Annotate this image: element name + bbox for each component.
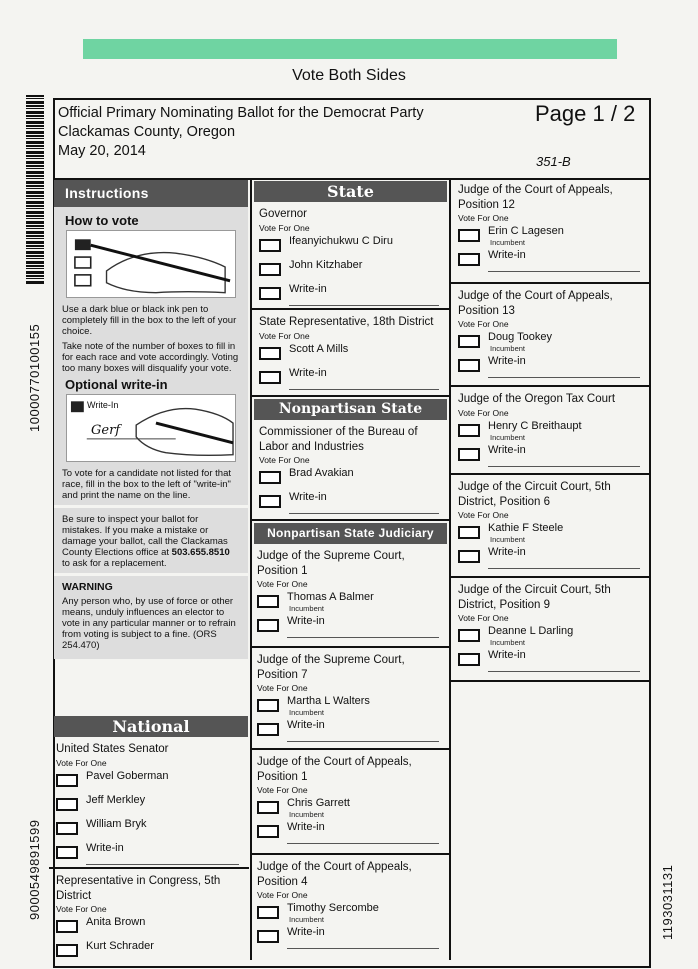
vote-for-label: Vote For One <box>257 785 308 795</box>
write-in-line[interactable] <box>488 466 640 467</box>
incumbent-label: Incumbent <box>289 708 325 717</box>
vote-box[interactable] <box>257 619 279 632</box>
instructions-bar: Instructions <box>54 180 248 207</box>
vote-for-label: Vote For One <box>259 330 310 341</box>
candidate-name: John Kitzhaber <box>289 258 363 271</box>
write-in-line[interactable] <box>86 864 239 865</box>
candidate-name: Martha L Walters <box>287 695 370 707</box>
how-to-vote-heading: How to vote <box>65 213 139 228</box>
race-title: Commissioner of the Bureau of Labor and Industries <box>259 426 418 453</box>
write-in-option[interactable] <box>458 546 644 570</box>
write-in-line[interactable] <box>287 843 439 844</box>
race-court-of-appeals-1 <box>250 750 449 855</box>
section-nonpartisan-state: Nonpartisan State <box>254 399 447 420</box>
candidate-name: Jeff Merkley <box>86 793 146 806</box>
candidate-name: Henry C Breithaupt <box>488 419 582 432</box>
vote-box[interactable] <box>458 550 480 563</box>
candidate-option[interactable] <box>259 343 443 367</box>
how-to-vote-box <box>54 207 248 505</box>
write-in-line[interactable] <box>287 948 439 949</box>
candidate-option[interactable] <box>257 797 443 821</box>
incumbent-label: Incumbent <box>490 344 526 353</box>
vote-for-label: Vote For One <box>458 213 509 223</box>
candidate-name: Chris Garrett <box>287 797 350 809</box>
incumbent-label: Incumbent <box>490 638 526 647</box>
candidate-name: Erin C Lagesen <box>488 225 564 237</box>
race-circuit-court-6 <box>451 475 650 578</box>
write-in-label: Write-in <box>488 355 526 367</box>
vote-for-label: Vote For One <box>257 579 308 589</box>
race-title: State Representative, 18th District <box>259 316 434 328</box>
candidate-name: Kathie F Steele <box>488 522 564 534</box>
race-court-of-appeals-12 <box>451 178 650 284</box>
race-us-senator <box>49 737 249 869</box>
vote-for-label: Vote For One <box>257 683 308 693</box>
race-state-representative <box>252 310 449 397</box>
ballot-county: Clackamas County, Oregon <box>58 124 236 140</box>
candidate-option[interactable] <box>259 259 443 283</box>
write-in-label: Write-in <box>488 649 526 661</box>
candidate-option[interactable] <box>458 420 644 444</box>
write-in-sample-label: Write-In <box>87 400 119 410</box>
ballot-barcode <box>26 95 44 285</box>
write-in-option[interactable] <box>257 719 443 743</box>
vote-box[interactable] <box>259 263 281 276</box>
candidate-option[interactable] <box>458 225 644 249</box>
candidate-option[interactable] <box>56 770 243 794</box>
vote-box[interactable] <box>257 930 279 943</box>
write-in-text: To vote for a candidate not listed for that race, fill in the box to the left of "write-in" and print the name on the line. <box>62 468 231 501</box>
inspect-box <box>54 508 248 573</box>
candidate-name: Brad Avakian <box>289 467 354 479</box>
vote-for-label: Vote For One <box>458 407 509 418</box>
candidate-name: Timothy Sercombe <box>287 902 379 914</box>
write-in-option[interactable] <box>259 283 443 307</box>
write-in-label: Write-in <box>488 443 526 456</box>
write-in-option[interactable] <box>458 355 644 379</box>
vote-box[interactable] <box>56 798 78 811</box>
candidate-name: Ifeanyichukwu C Diru <box>289 234 393 247</box>
write-in-sample-name: Gerf <box>91 423 121 438</box>
vote-box[interactable] <box>458 253 480 266</box>
candidate-option[interactable] <box>56 818 243 842</box>
vote-box[interactable] <box>458 424 480 437</box>
candidate-name: Thomas A Balmer <box>287 591 374 603</box>
inspect-text-a: Be sure to inspect your ballot for mistakes. If you make a mistake or damage your ballot, call the Clackamas County Elections office at <box>62 514 228 558</box>
race-title: Representative in Congress, 5th District <box>56 875 221 902</box>
write-in-option[interactable] <box>458 649 644 673</box>
candidate-option[interactable] <box>56 940 243 964</box>
vote-box[interactable] <box>56 774 78 787</box>
incumbent-label: Incumbent <box>490 535 526 544</box>
race-title: Judge of the Circuit Court, 5th District, Position 9 <box>458 584 611 611</box>
vote-box[interactable] <box>56 846 78 859</box>
race-us-representative <box>49 869 249 969</box>
write-in-line[interactable] <box>289 513 439 514</box>
elections-phone: 503.655.8510 <box>171 547 230 558</box>
write-in-line[interactable] <box>287 637 439 638</box>
ballot-style: 351-B <box>536 154 571 169</box>
race-labor-commissioner <box>252 420 449 521</box>
vote-box[interactable] <box>458 629 480 642</box>
write-in-label: Write-in <box>289 366 327 379</box>
candidate-option[interactable] <box>458 625 644 649</box>
hand-pen-icon <box>67 231 235 297</box>
race-title: Judge of the Supreme Court, Position 7 <box>257 654 405 681</box>
write-in-label: Write-in <box>287 926 325 938</box>
warning-text: Any person who, by use of force or other means, unduly influences an elector to vote in any particular manner or to refrain from voting is subject to a fine. (ORS 254.470) <box>62 596 236 651</box>
write-in-heading: Optional write-in <box>65 377 168 392</box>
write-in-option[interactable] <box>259 491 443 515</box>
write-in-line[interactable] <box>488 271 640 272</box>
vote-box[interactable] <box>458 335 480 348</box>
vote-box[interactable] <box>259 239 281 252</box>
candidate-option[interactable] <box>56 794 243 818</box>
page-indicator: Page 1 / 2 <box>535 101 636 126</box>
race-supreme-court-7 <box>250 648 449 750</box>
candidate-name: Doug Tookey <box>488 331 553 343</box>
candidate-option[interactable] <box>257 695 443 719</box>
write-in-line[interactable] <box>488 377 640 378</box>
write-in-option[interactable] <box>257 926 443 950</box>
race-title: Judge of the Circuit Court, 5th District, Position 6 <box>458 481 611 508</box>
write-in-label: Write-in <box>287 615 325 627</box>
write-in-label: Write-in <box>289 491 327 503</box>
write-in-line[interactable] <box>289 389 439 390</box>
incumbent-label: Incumbent <box>490 238 526 247</box>
warning-box <box>54 576 248 659</box>
vote-box[interactable] <box>56 822 78 835</box>
candidate-name: Scott A Mills <box>289 342 349 355</box>
write-in-illustration <box>66 394 236 462</box>
write-in-option[interactable] <box>259 367 443 391</box>
section-national: National <box>54 716 248 737</box>
vote-box[interactable] <box>257 699 279 712</box>
right-bottom-serial: 1193031131 <box>660 864 675 940</box>
vote-box[interactable] <box>259 371 281 384</box>
race-title: Governor <box>259 208 307 220</box>
ballot-date: May 20, 2014 <box>58 143 146 159</box>
race-title: Judge of the Oregon Tax Court <box>458 393 616 405</box>
vote-box[interactable] <box>458 359 480 372</box>
write-in-label: Write-in <box>488 249 526 261</box>
vote-for-label: Vote For One <box>259 455 310 465</box>
vote-box[interactable] <box>458 653 480 666</box>
how-to-vote-text-1: Use a dark blue or black ink pen to completely fill in the box to the left of your choice. <box>62 304 237 337</box>
write-in-option[interactable] <box>257 615 443 639</box>
candidate-option[interactable] <box>257 591 443 615</box>
race-governor <box>252 202 449 310</box>
vote-both-sides-label: Vote Both Sides <box>292 67 406 84</box>
warning-heading: WARNING <box>62 581 113 593</box>
vote-box[interactable] <box>257 595 279 608</box>
candidate-option[interactable] <box>56 916 243 940</box>
write-in-label: Write-in <box>488 546 526 558</box>
write-in-label: Write-in <box>86 841 124 854</box>
write-in-option[interactable] <box>458 444 644 468</box>
vote-box[interactable] <box>257 906 279 919</box>
race-title: United States Senator <box>56 743 169 755</box>
incumbent-label: Incumbent <box>289 810 325 819</box>
race-court-of-appeals-13 <box>451 284 650 387</box>
candidate-name: Anita Brown <box>86 916 146 928</box>
inspect-text-b: to ask for a replacement. <box>62 558 167 569</box>
candidate-option[interactable] <box>257 902 443 926</box>
write-in-label: Write-in <box>287 821 325 833</box>
race-title: Judge of the Court of Appeals, Position 12 <box>458 184 613 211</box>
incumbent-label: Incumbent <box>289 915 325 924</box>
write-in-option[interactable] <box>458 249 644 273</box>
race-court-of-appeals-4 <box>250 855 449 960</box>
vote-for-label: Vote For One <box>56 904 107 914</box>
candidate-name: Kurt Schrader <box>86 940 154 952</box>
incumbent-label: Incumbent <box>289 604 325 613</box>
race-circuit-court-9 <box>451 578 650 682</box>
vote-for-label: Vote For One <box>458 510 509 520</box>
section-state: State <box>254 181 447 202</box>
race-title: Judge of the Court of Appeals, Position 13 <box>458 290 613 317</box>
vote-box[interactable] <box>257 801 279 814</box>
candidate-option[interactable] <box>458 522 644 546</box>
write-in-label: Write-in <box>287 719 325 731</box>
write-in-line[interactable] <box>488 568 640 569</box>
vote-for-label: Vote For One <box>458 613 509 623</box>
candidate-option[interactable] <box>259 235 443 259</box>
candidate-name: Deanne L Darling <box>488 625 574 637</box>
write-in-line[interactable] <box>289 305 439 306</box>
vote-for-label: Vote For One <box>56 757 107 768</box>
candidate-option[interactable] <box>259 467 443 491</box>
how-to-vote-text-2: Take note of the number of boxes to fill in for each race and vote accordingly. Voting too many boxes will disqualify your vote. <box>62 341 239 374</box>
vote-for-label: Vote For One <box>458 319 509 329</box>
write-in-line[interactable] <box>488 671 640 672</box>
instructions-panel <box>54 180 248 659</box>
write-in-line[interactable] <box>287 741 439 742</box>
vote-for-label: Vote For One <box>257 890 308 900</box>
ballot-title: Official Primary Nominating Ballot for the Democrat Party <box>58 105 424 121</box>
incumbent-label: Incumbent <box>490 432 526 442</box>
vote-box[interactable] <box>259 347 281 360</box>
candidate-option[interactable] <box>458 331 644 355</box>
vote-for-label: Vote For One <box>259 222 310 233</box>
write-in-option[interactable] <box>56 842 243 866</box>
race-supreme-court-1 <box>250 544 449 648</box>
vote-box[interactable] <box>458 229 480 242</box>
race-title: Judge of the Supreme Court, Position 1 <box>257 550 405 577</box>
write-in-label: Write-in <box>289 282 327 295</box>
write-in-option[interactable] <box>257 821 443 845</box>
section-nonpartisan-judiciary: Nonpartisan State Judiciary <box>254 523 447 544</box>
vote-box[interactable] <box>259 287 281 300</box>
race-title: Judge of the Court of Appeals, Position 1 <box>257 756 412 783</box>
race-oregon-tax-court <box>451 387 650 475</box>
left-bottom-serial: 9000549891599 <box>27 819 42 920</box>
vote-box[interactable] <box>259 471 281 484</box>
fill-box-illustration <box>66 230 236 298</box>
vote-box[interactable] <box>257 825 279 838</box>
ballot-header <box>58 104 424 161</box>
top-color-bar <box>83 39 617 59</box>
vote-box[interactable] <box>458 526 480 539</box>
vote-box[interactable] <box>259 495 281 508</box>
vote-box[interactable] <box>56 920 78 933</box>
race-title: Judge of the Court of Appeals, Position 4 <box>257 861 412 888</box>
candidate-name: William Bryk <box>86 817 147 830</box>
candidate-name: Pavel Goberman <box>86 769 169 782</box>
vote-box[interactable] <box>56 944 78 957</box>
vote-box[interactable] <box>458 448 480 461</box>
vote-box[interactable] <box>257 723 279 736</box>
left-top-serial: 10000770100155 <box>27 323 42 432</box>
